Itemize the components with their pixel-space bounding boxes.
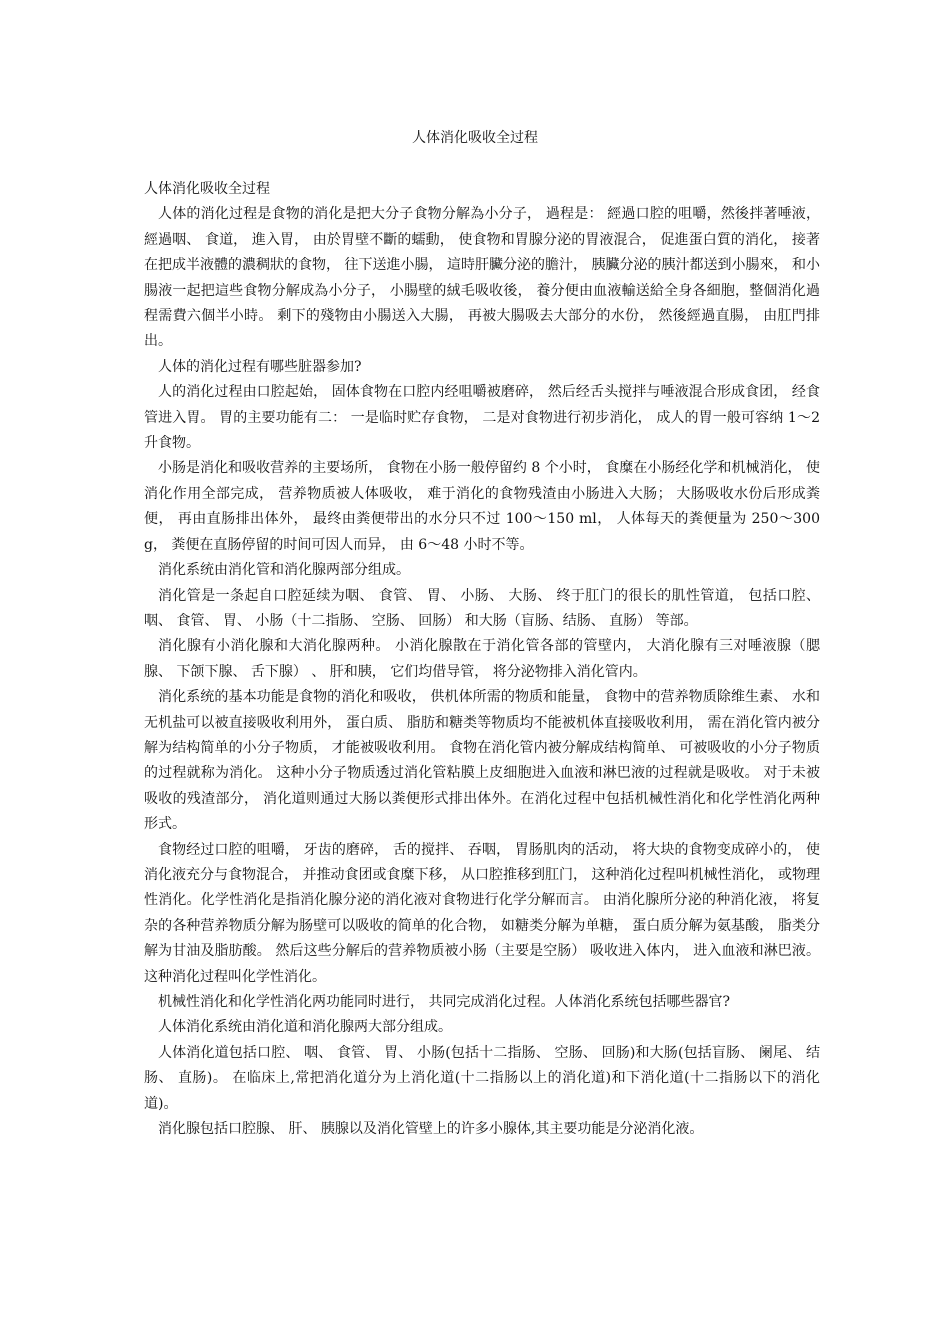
paragraph: 消化管是一条起自口腔延续为咽、 食管、 胃、 小肠、 大肠、 终于肛门的很长的肌性管道， 包括口腔、 咽、 食管、 胃、 小肠（十二指肠、 空肠、 回肠） 和大肠（盲肠、结肠、 直肠） 等部。 xyxy=(144,587,820,629)
paragraph: 食物经过口腔的咀嚼， 牙齿的磨碎， 舌的搅拌、 吞咽， 胃肠肌肉的活动， 将大块的食物变成碎小的， 使消化液充分与食物混合， 并推动食团或食糜下移， 从口腔推移到肛门， 这种消化过程叫机械性消化， 或物理性消化。化学性消化是指消化腺分泌的消化液对食物进行化学分解而言。 由消化腺所分泌的种消化液， 将复杂的各种营养物质分解为肠壁可以吸收的简单的化合物， 如糖类分解为单糖， 蛋白质分解为氨基酸， 脂类分解为甘油及脂肪酸。 然后这些分解后的营养物质被小肠（主要是空肠） 吸收进入体内， 进入血液和淋巴液。 这种消化过程叫化学性消化。 xyxy=(144,841,820,985)
paragraph: 消化腺包括口腔腺、 肝、 胰腺以及消化管壁上的许多小腺体,其主要功能是分泌消化液。 xyxy=(158,1121,704,1138)
paragraph: 机械性消化和化学性消化两功能同时进行， 共同完成消化过程。人体消化系统包括哪些器官? xyxy=(158,994,730,1010)
section-heading: 人体消化吸收全过程 xyxy=(144,181,270,197)
paragraph: 小肠是消化和吸收营养的主要场所， 食物在小肠一般停留约 8 个小时， 食糜在小肠经化学和机械消化， 使消化作用全部完成， 营养物质被人体吸收， 难于消化的食物残渣由小肠进入大肠； 大肠吸收水份后形成粪便， 再由直肠排出体外， 最终由粪便带出的水分只不过 100～150 ml， 人体每天的粪便量为 250～300g， 粪便在直肠停留的时间可因人而异， 由 6～48 小时不等。 xyxy=(144,460,820,553)
paragraph: 人体的消化过程是食物的消化是把大分子食物分解為小分子， 過程是： 經過口腔的咀嚼，然後拌著唾液， 經過咽、 食道， 進入胃， 由於胃壁不斷的蠕動， 使食物和胃腺分泌的胃液混合， 促進蛋白質的消化， 接著在把成半液體的濃稠狀的食物， 往下送進小腸， 這時肝臟分泌的膽汁， 胰臟分泌的胰汁都送到小腸來， 和小腸液一起把這些食物分解成為小分子， 小腸壁的絨毛吸收後， 養分便由血液輸送給全身各細胞，整個消化過程需費六個半小時。 剩下的殘物由小腸送入大腸， 再被大腸吸去大部分的水份， 然後經過直腸， 由肛門排出。 xyxy=(144,206,820,350)
paragraph: 消化系统的基本功能是食物的消化和吸收， 供机体所需的物质和能量， 食物中的营养物质除维生素、 水和无机盐可以被直接吸收利用外， 蛋白质、 脂肪和糖类等物质均不能被机体直接吸收利用， 需在消化管内被分解为结构简单的小分子物质， 才能被吸收利用。 食物在消化管内被分解成结构简单、 可被吸收的小分子物质的过程就称为消化。 这种小分子物质透过消化管粘膜上皮细胞进入血液和淋巴液的过程就是吸收。 对于未被吸收的残渣部分， 消化道则通过大肠以粪便形式排出体外。在消化过程中包括机械性消化和化学性消化两种形式。 xyxy=(144,689,820,833)
paragraph: 消化腺有小消化腺和大消化腺两种。 小消化腺散在于消化管各部的管壁内， 大消化腺有三对唾液腺（腮腺、 下颌下腺、 舌下腺） 、 肝和胰， 它们均借导管， 将分泌物排入消化管内。 xyxy=(144,638,820,680)
paragraph: 人体的消化过程有哪些脏器参加? xyxy=(158,358,362,375)
document-title: 人体消化吸收全过程 xyxy=(412,130,538,146)
paragraph: 人体消化道包括口腔、 咽、 食管、 胃、 小肠(包括十二指肠、 空肠、 回肠)和大肠(包括盲肠、 阑尾、 结肠、 直肠)。 在临床上,常把消化道分为上消化道(十二指肠以上的消化道)和下消化道(十二指肠以下的消化道)。 xyxy=(144,1044,820,1112)
paragraph: 消化系统由消化管和消化腺两部分组成。 xyxy=(158,562,410,579)
paragraph: 人体消化系统由消化道和消化腺两大部分组成。 xyxy=(158,1019,452,1036)
paragraph: 人的消化过程由口腔起始， 固体食物在口腔内经咀嚼被磨碎， 然后经舌头搅拌与唾液混合形成食团， 经食管进入胃。 胃的主要功能有二： 一是临时贮存食物， 二是对食物进行初步消化， 成人的胃一般可容纳 1～2 升食物。 xyxy=(144,384,820,452)
document-body xyxy=(144,177,820,1142)
